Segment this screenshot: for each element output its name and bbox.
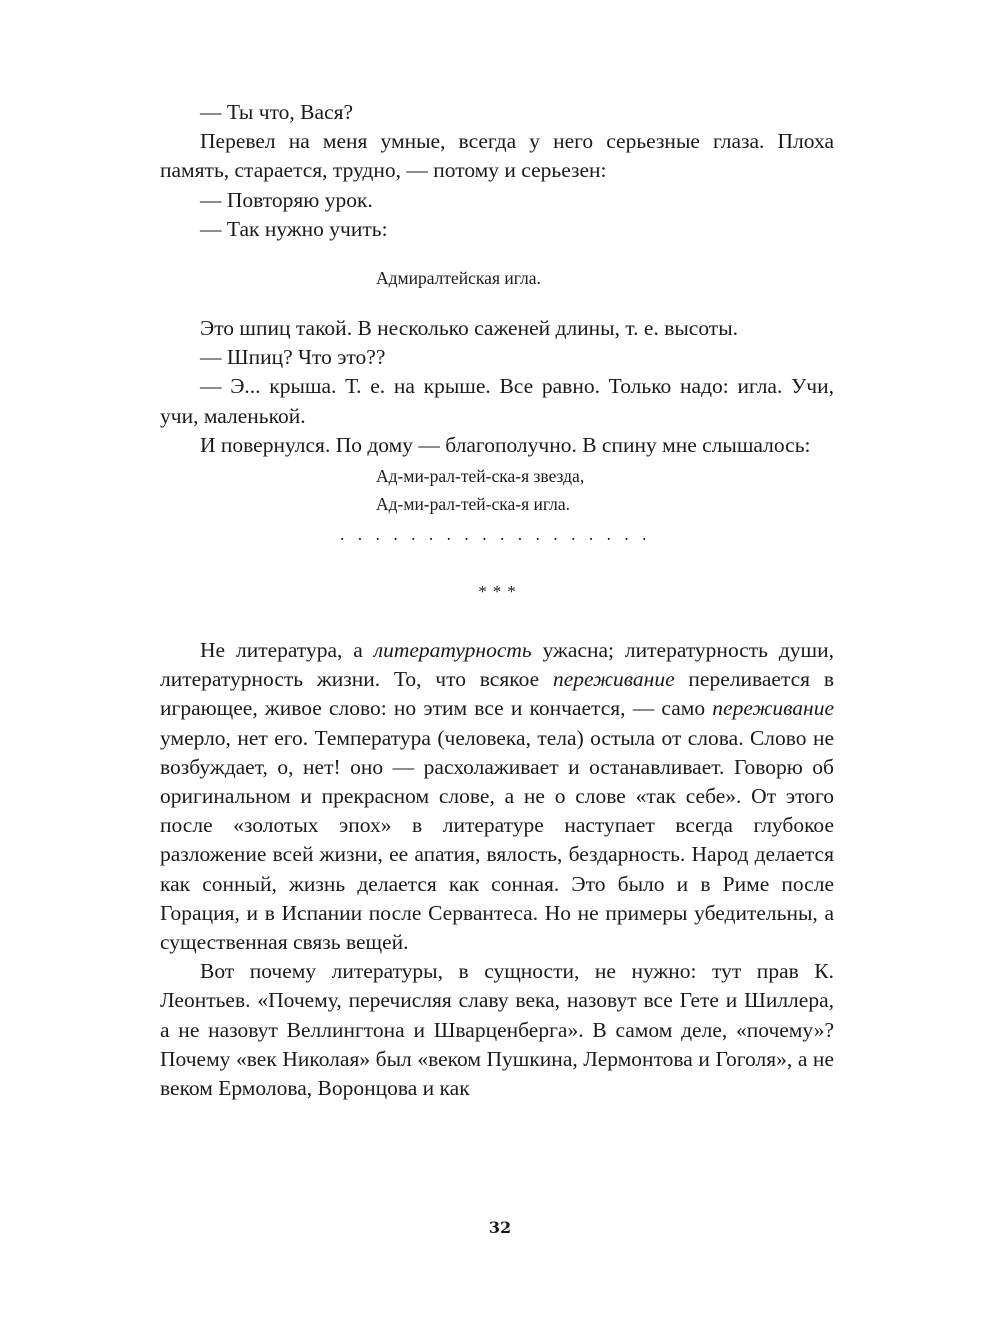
paragraph-narration-3: И повернулся. По дому — благополучно. В спину мне слышалось: bbox=[200, 432, 811, 457]
text-segment: умерло, нет его. Температура (человека, тела) остыла от слова. Слово не возбуждает, о, нет! оно — расхолаживает и останавливает. Говорю об оригинальном и прекрасном слове, а не о слове «так себе». От этого после «золотых эпох» в литературе наступает всегда глубокое разложение всей жизни, ее апатия, вялость, бездарность. Народ делается как сонный, жизнь делается как сонная. Это было и в Риме после Горация, и в Испании после Сервантеса. Но не примеры убедительны, а существенная связь вещей. bbox=[160, 725, 834, 955]
paragraph-essay-1 bbox=[160, 636, 834, 957]
page-number: 32 bbox=[488, 1218, 512, 1237]
verse-block bbox=[160, 462, 834, 518]
ellipsis-dots: .................. bbox=[340, 524, 660, 545]
italic-term: переживание bbox=[712, 696, 834, 721]
paragraph-narration-2: Это шпиц такой. В несколько саженей длины, т. е. высоты. bbox=[200, 316, 739, 341]
text-segment: Не литература, а bbox=[200, 638, 374, 663]
verse-line-1: Ад-ми-рал-тей-ска-я звезда, bbox=[376, 466, 585, 487]
text-segment: переливается в играющее, живое слово: но этим все и кончается, — само bbox=[160, 667, 834, 721]
paragraph-narration-1: Перевел на меня умные, всегда у него серьезные глаза. Плоха память, старается, трудно, — потому и серьезен: bbox=[160, 129, 834, 183]
page-body bbox=[160, 98, 834, 1103]
verse-line: Адмиралтейская игла. bbox=[376, 268, 541, 289]
paragraph-dialogue-5: — Э... крыша. Т. е. на крыше. Все равно. Только надо: игла. Учи, учи, маленькой. bbox=[160, 374, 834, 428]
paragraph-dialogue-3: — Так нужно учить: bbox=[200, 216, 388, 241]
paragraph-dialogue-2: — Повторяю урок. bbox=[200, 187, 373, 212]
verse-line-2: Ад-ми-рал-тей-ска-я игла. bbox=[376, 494, 571, 515]
paragraph-dialogue-4: — Шпиц? Что это?? bbox=[200, 345, 386, 370]
italic-term: литературность bbox=[373, 638, 532, 663]
text-segment: ужасна; литературность души, литературность жизни. То, что всякое bbox=[160, 638, 834, 692]
paragraph-dialogue-1: — Ты что, Вася? bbox=[200, 100, 354, 124]
section-separator-asterisks: *** bbox=[478, 582, 522, 602]
italic-term: переживание bbox=[552, 667, 675, 692]
paragraph-essay-2: Вот почему литературы, в сущности, не нужно: тут прав К. Леонтьев. «Почему, перечисляя славу века, назовут все Гете и Шиллера, а не назовут Веллингтона и Шварценберга». В самом деле, «почему»? Почему «век Николая» был «веком Пушкина, Лермонтова и Гоголя», а не веком Ермолова, Воронцова и как bbox=[160, 959, 834, 1101]
